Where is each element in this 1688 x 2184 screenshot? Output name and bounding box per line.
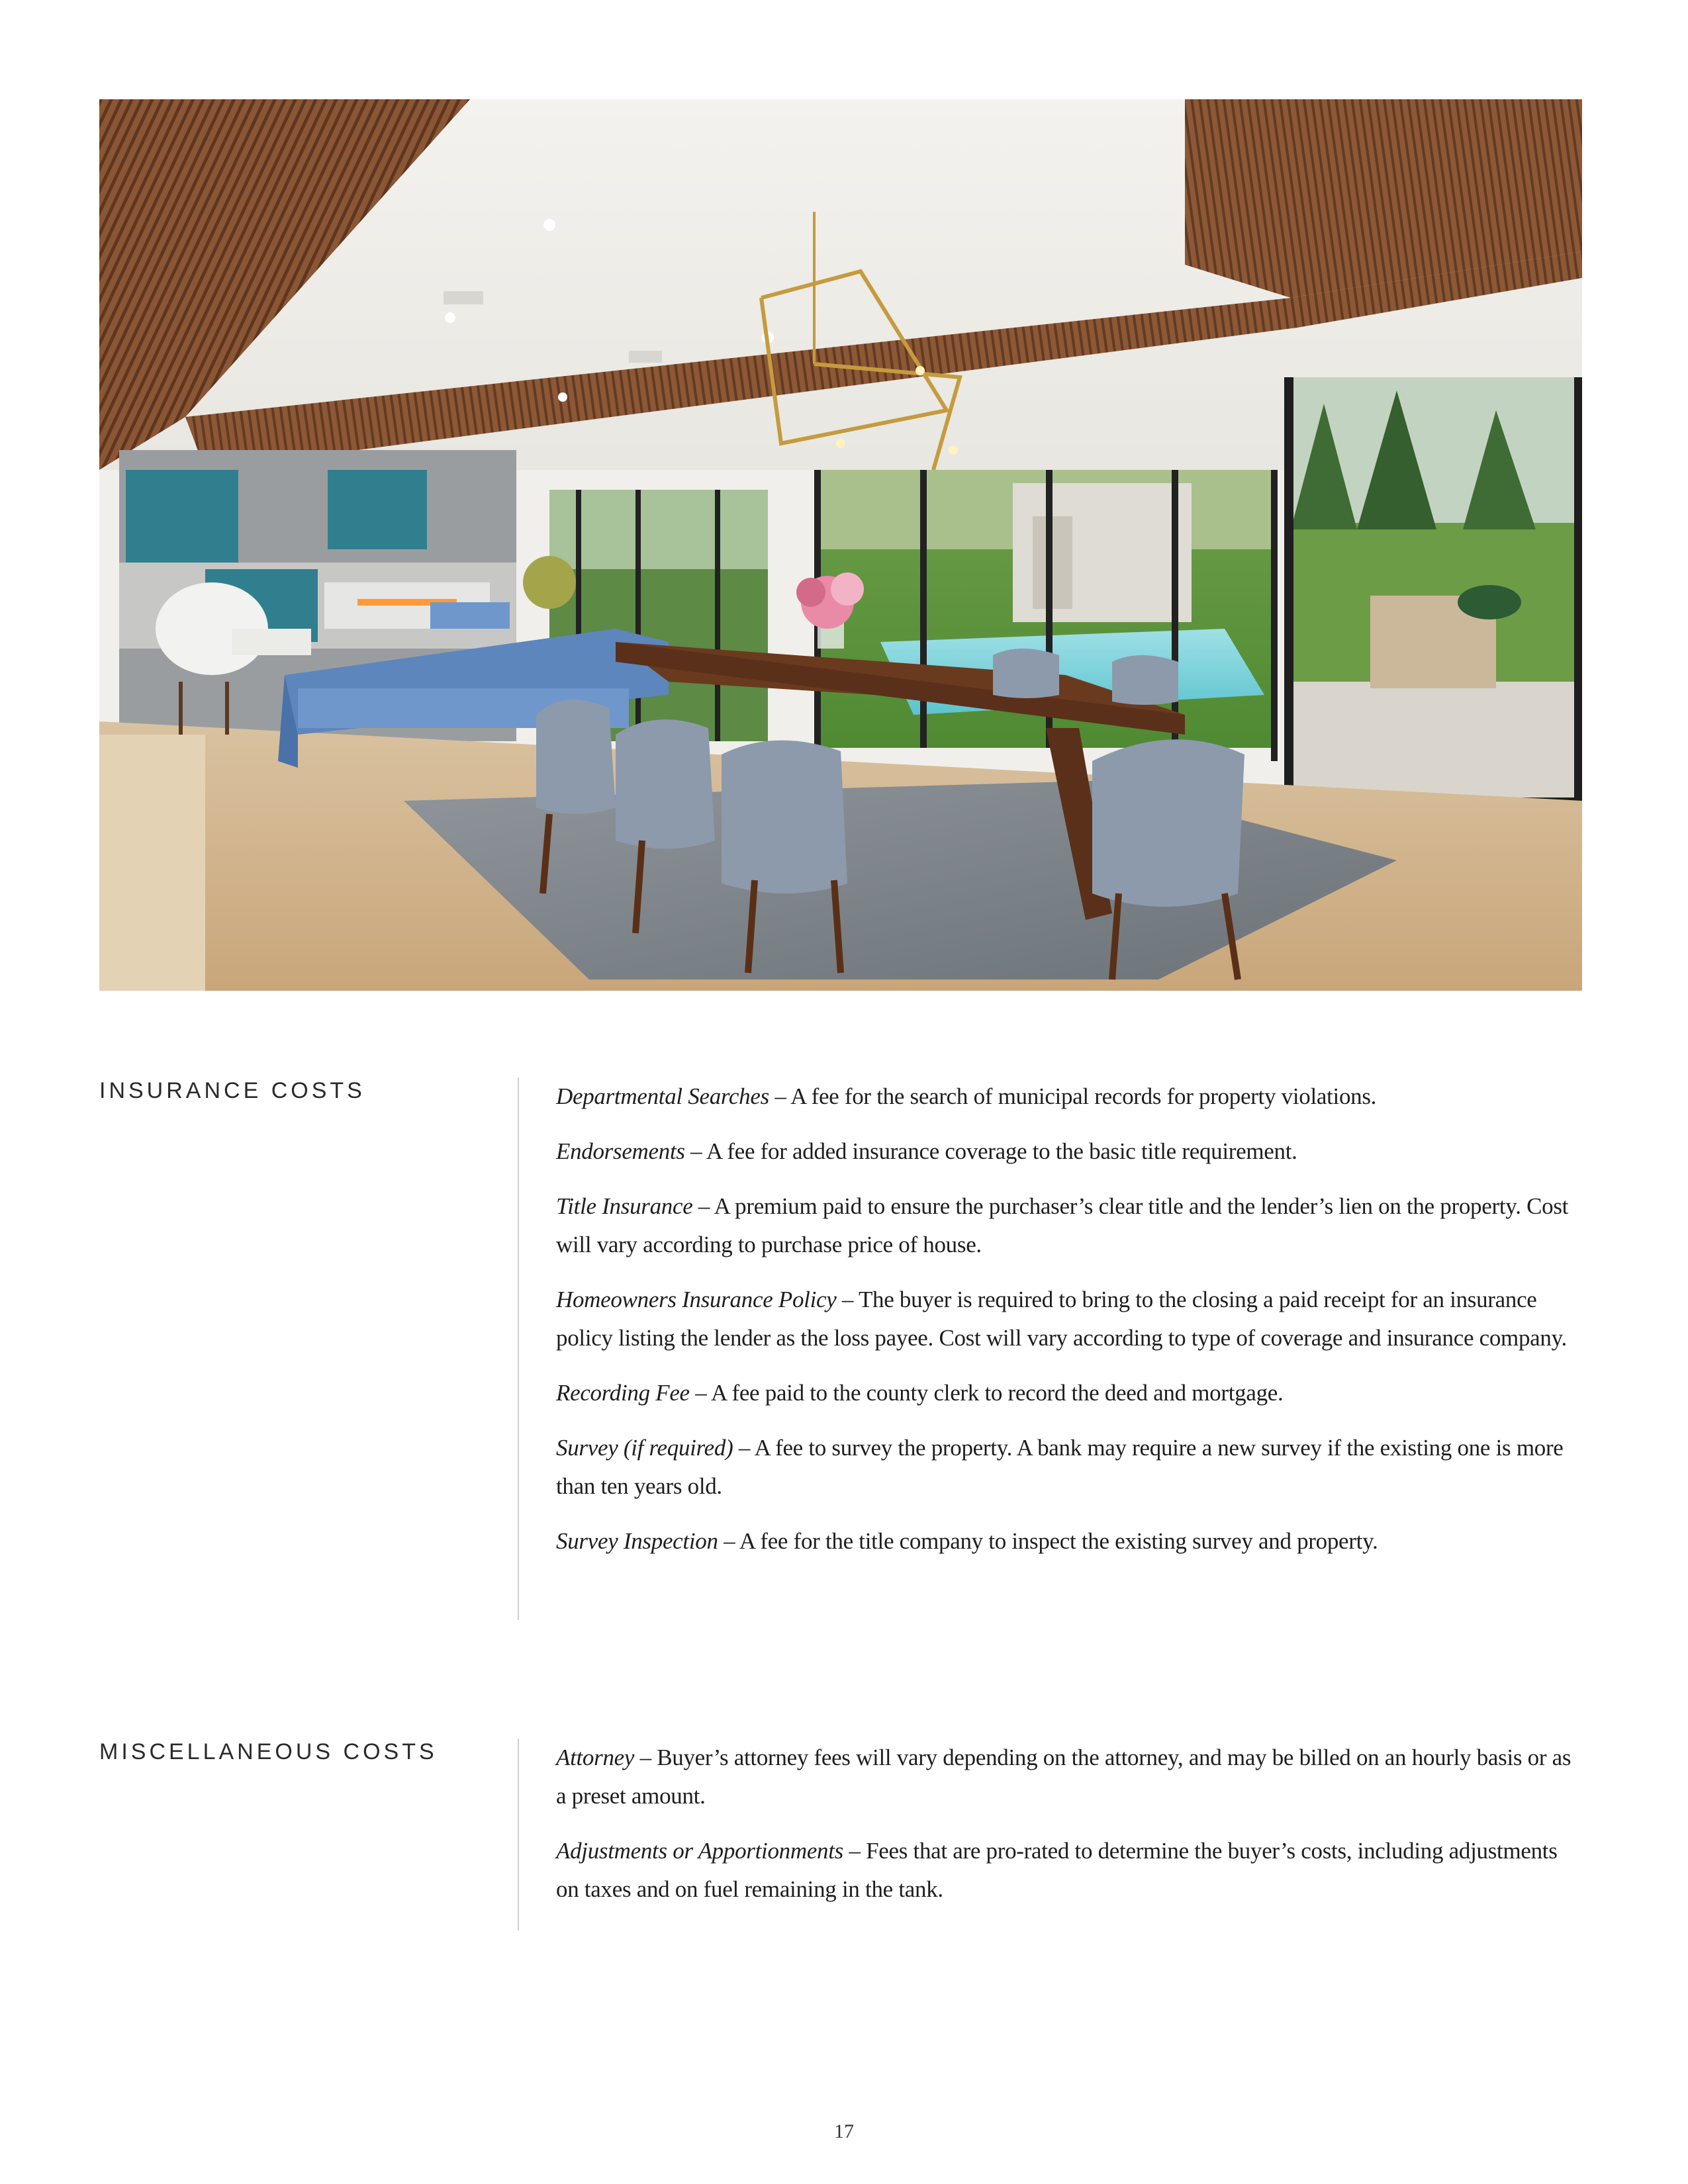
cost-separator: –	[769, 1083, 791, 1109]
section-divider	[518, 1077, 519, 1620]
cost-item-endorsements	[556, 1132, 1582, 1171]
cost-term: Homeowners Insurance Policy	[556, 1287, 837, 1312]
insurance-costs-section	[99, 1077, 1582, 1620]
cost-list	[556, 1077, 1582, 1577]
section-divider	[518, 1739, 519, 1931]
hero-photo	[99, 99, 1582, 991]
miscellaneous-costs-section	[99, 1739, 1582, 1931]
section-heading: INSURANCE COSTS	[99, 1078, 365, 1103]
cost-separator: –	[843, 1838, 867, 1864]
dining-room-illustration	[99, 99, 1582, 991]
cost-separator: –	[718, 1528, 739, 1554]
cost-term: Departmental Searches	[556, 1083, 769, 1109]
cost-item-survey	[556, 1429, 1582, 1506]
cost-description: Fees that are pro-rated to determine the buyer’s costs, including adjustments on taxes and on fuel remaining in the tank.	[556, 1838, 1558, 1902]
cost-description: A fee to survey the property. A bank may require a new survey if the existing one is more than ten years old.	[556, 1435, 1564, 1499]
cost-item-recording-fee	[556, 1374, 1582, 1412]
cost-separator: –	[634, 1745, 657, 1770]
cost-term: Title Insurance	[556, 1193, 693, 1219]
cost-item-departmental-searches	[556, 1077, 1582, 1116]
page-number: 17	[834, 2120, 854, 2142]
section-heading: MISCELLANEOUS COSTS	[99, 1739, 438, 1764]
cost-description: A fee for added insurance coverage to the basic title requirement.	[706, 1138, 1297, 1164]
cost-description: A fee paid to the county clerk to record the deed and mortgage.	[710, 1380, 1284, 1406]
cost-description: Buyer’s attorney fees will vary depending on the attorney, and may be billed on an hourly basis or as a preset amount.	[556, 1745, 1571, 1809]
cost-item-survey-inspection	[556, 1522, 1582, 1561]
cost-separator: –	[692, 1193, 714, 1219]
cost-list	[556, 1739, 1582, 1925]
cost-term: Adjustments or Apportionments	[556, 1838, 843, 1864]
cost-separator: –	[836, 1287, 859, 1312]
cost-item-adjustments	[556, 1832, 1582, 1909]
cost-description: The buyer is required to bring to the closing a paid receipt for an insurance policy listing the lender as the loss payee. Cost will vary according to type of coverage and insurance company.	[556, 1287, 1567, 1351]
cost-separator: –	[684, 1138, 706, 1164]
cost-term: Survey (if required)	[556, 1435, 733, 1461]
cost-separator: –	[733, 1435, 755, 1461]
cost-description: A fee for the title company to inspect the existing survey and property.	[739, 1528, 1378, 1554]
cost-term: Survey Inspection	[556, 1528, 718, 1554]
cost-description: A premium paid to ensure the purchaser’s clear title and the lender’s lien on the property. Cost will vary according to purchase price of house.	[556, 1193, 1569, 1257]
cost-separator: –	[689, 1380, 711, 1406]
cost-term: Endorsements	[556, 1138, 685, 1164]
cost-term: Attorney	[556, 1745, 635, 1770]
cost-description: A fee for the search of municipal records for property violations.	[790, 1083, 1377, 1109]
cost-item-title-insurance	[556, 1187, 1582, 1264]
cost-item-attorney	[556, 1739, 1582, 1815]
cost-item-homeowners-insurance	[556, 1281, 1582, 1357]
cost-term: Recording Fee	[556, 1380, 690, 1406]
